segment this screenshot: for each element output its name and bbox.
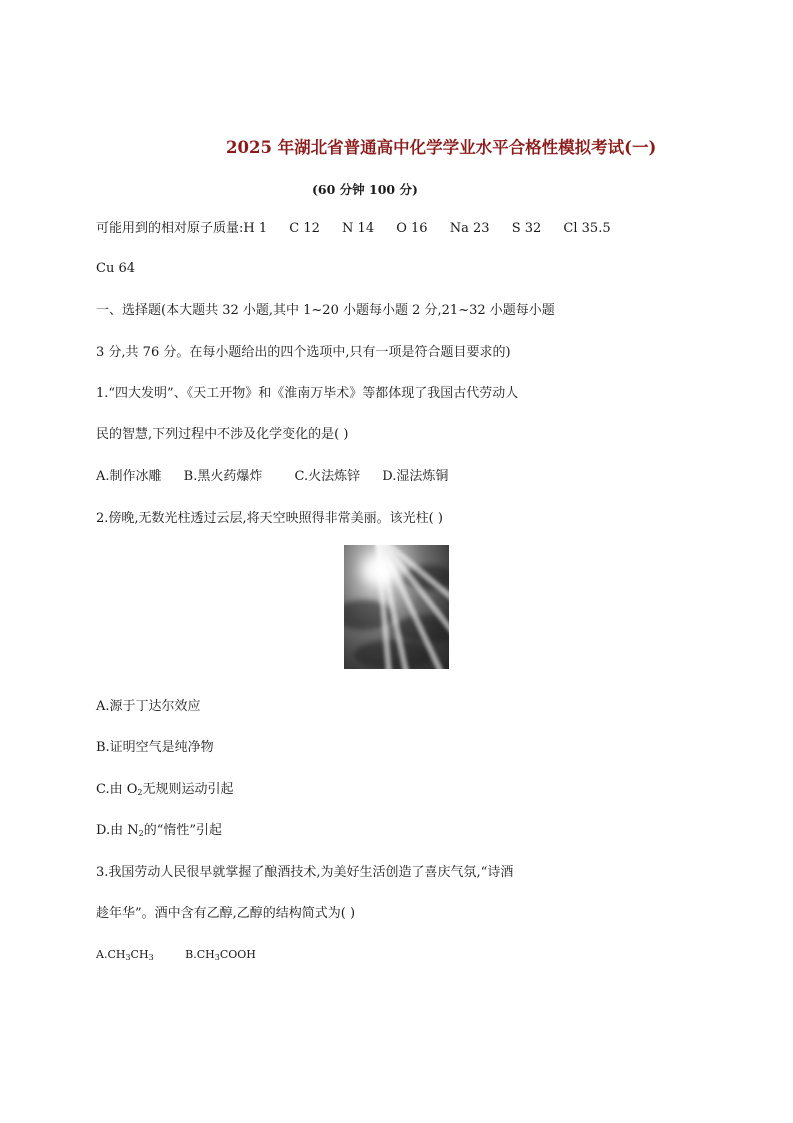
light-rays-photo xyxy=(344,545,449,669)
page-title: 2025 年湖北省普通高中化学学业水平合格性模拟考试(一) xyxy=(226,138,657,157)
question-1-option-a[interactable]: A.制作冰雕 xyxy=(96,469,162,484)
formula-part: COOH xyxy=(219,948,256,961)
formula-part: A.CH xyxy=(96,948,126,961)
option-d-prefix: D.由 N xyxy=(96,823,139,838)
question-2-stem: 2.傍晚,无数光柱透过云层,将天空映照得非常美丽。该光柱( ) xyxy=(96,511,443,526)
section-instructions-line-2: 3 分,共 76 分。在每小题给出的四个选项中,只有一项是符合题目要求的) xyxy=(96,345,511,360)
question-2-option-b[interactable]: B.证明空气是纯净物 xyxy=(96,740,214,755)
question-3-stem-line-1: 3.我国劳动人民很早就掌握了酿酒技术,为美好生活创造了喜庆气氛,“诗酒 xyxy=(96,865,514,880)
atomic-mass-na: Na 23 xyxy=(449,221,490,236)
question-1-option-b[interactable]: B.黑火药爆炸 xyxy=(183,469,263,484)
question-1-options xyxy=(96,469,448,485)
question-3-stem-line-2: 趁年华”。酒中含有乙醇,乙醇的结构简式为( ) xyxy=(96,906,356,921)
atomic-mass-h: H 1 xyxy=(243,221,268,236)
formula-part: B.CH xyxy=(185,948,215,961)
section-instructions-line-1: 一、选择题(本大题共 32 小题,其中 1~20 小题每小题 2 分,21~32 小题每小题 xyxy=(96,303,555,318)
question-2-option-d[interactable] xyxy=(96,823,222,842)
question-3-option-a[interactable] xyxy=(96,948,157,961)
option-c-prefix: C.由 O xyxy=(96,782,138,797)
atomic-mass-c: C 12 xyxy=(289,221,320,236)
atomic-mass-line-2: Cu 64 xyxy=(96,261,135,276)
question-1-option-c[interactable]: C.火法炼锌 xyxy=(294,469,361,484)
question-2-option-a[interactable]: A.源于丁达尔效应 xyxy=(96,699,201,714)
atomic-mass-s: S 32 xyxy=(511,221,542,236)
question-1-option-d[interactable]: D.湿法炼铜 xyxy=(382,469,449,484)
atomic-mass-n: N 14 xyxy=(342,221,375,236)
subscript-2: 2 xyxy=(138,829,144,838)
subscript-2: 2 xyxy=(137,788,143,797)
atomic-mass-label: 可能用到的相对原子质量: xyxy=(96,221,244,236)
subscript: 3 xyxy=(148,953,154,962)
exam-duration-score: (60 分钟 100 分) xyxy=(312,182,418,197)
formula-part: CH xyxy=(130,948,149,961)
atomic-mass-cl: Cl 35.5 xyxy=(563,221,611,236)
question-3-options xyxy=(96,947,256,966)
option-c-suffix: 无规则运动引起 xyxy=(142,782,234,797)
atomic-mass-line xyxy=(96,221,611,237)
subscript: 3 xyxy=(214,953,220,962)
subscript: 3 xyxy=(125,953,131,962)
question-1-stem-line-2: 民的智慧,下列过程中不涉及化学变化的是( ) xyxy=(96,427,349,442)
atomic-mass-o: O 16 xyxy=(396,221,428,236)
question-2-option-c[interactable] xyxy=(96,782,234,801)
question-1-stem-line-1: 1.“四大发明”、《天工开物》和《淮南万毕术》等都体现了我国古代劳动人 xyxy=(96,386,519,401)
question-3-option-b[interactable] xyxy=(185,948,256,961)
option-d-suffix: 的“惰性”引起 xyxy=(143,823,222,838)
